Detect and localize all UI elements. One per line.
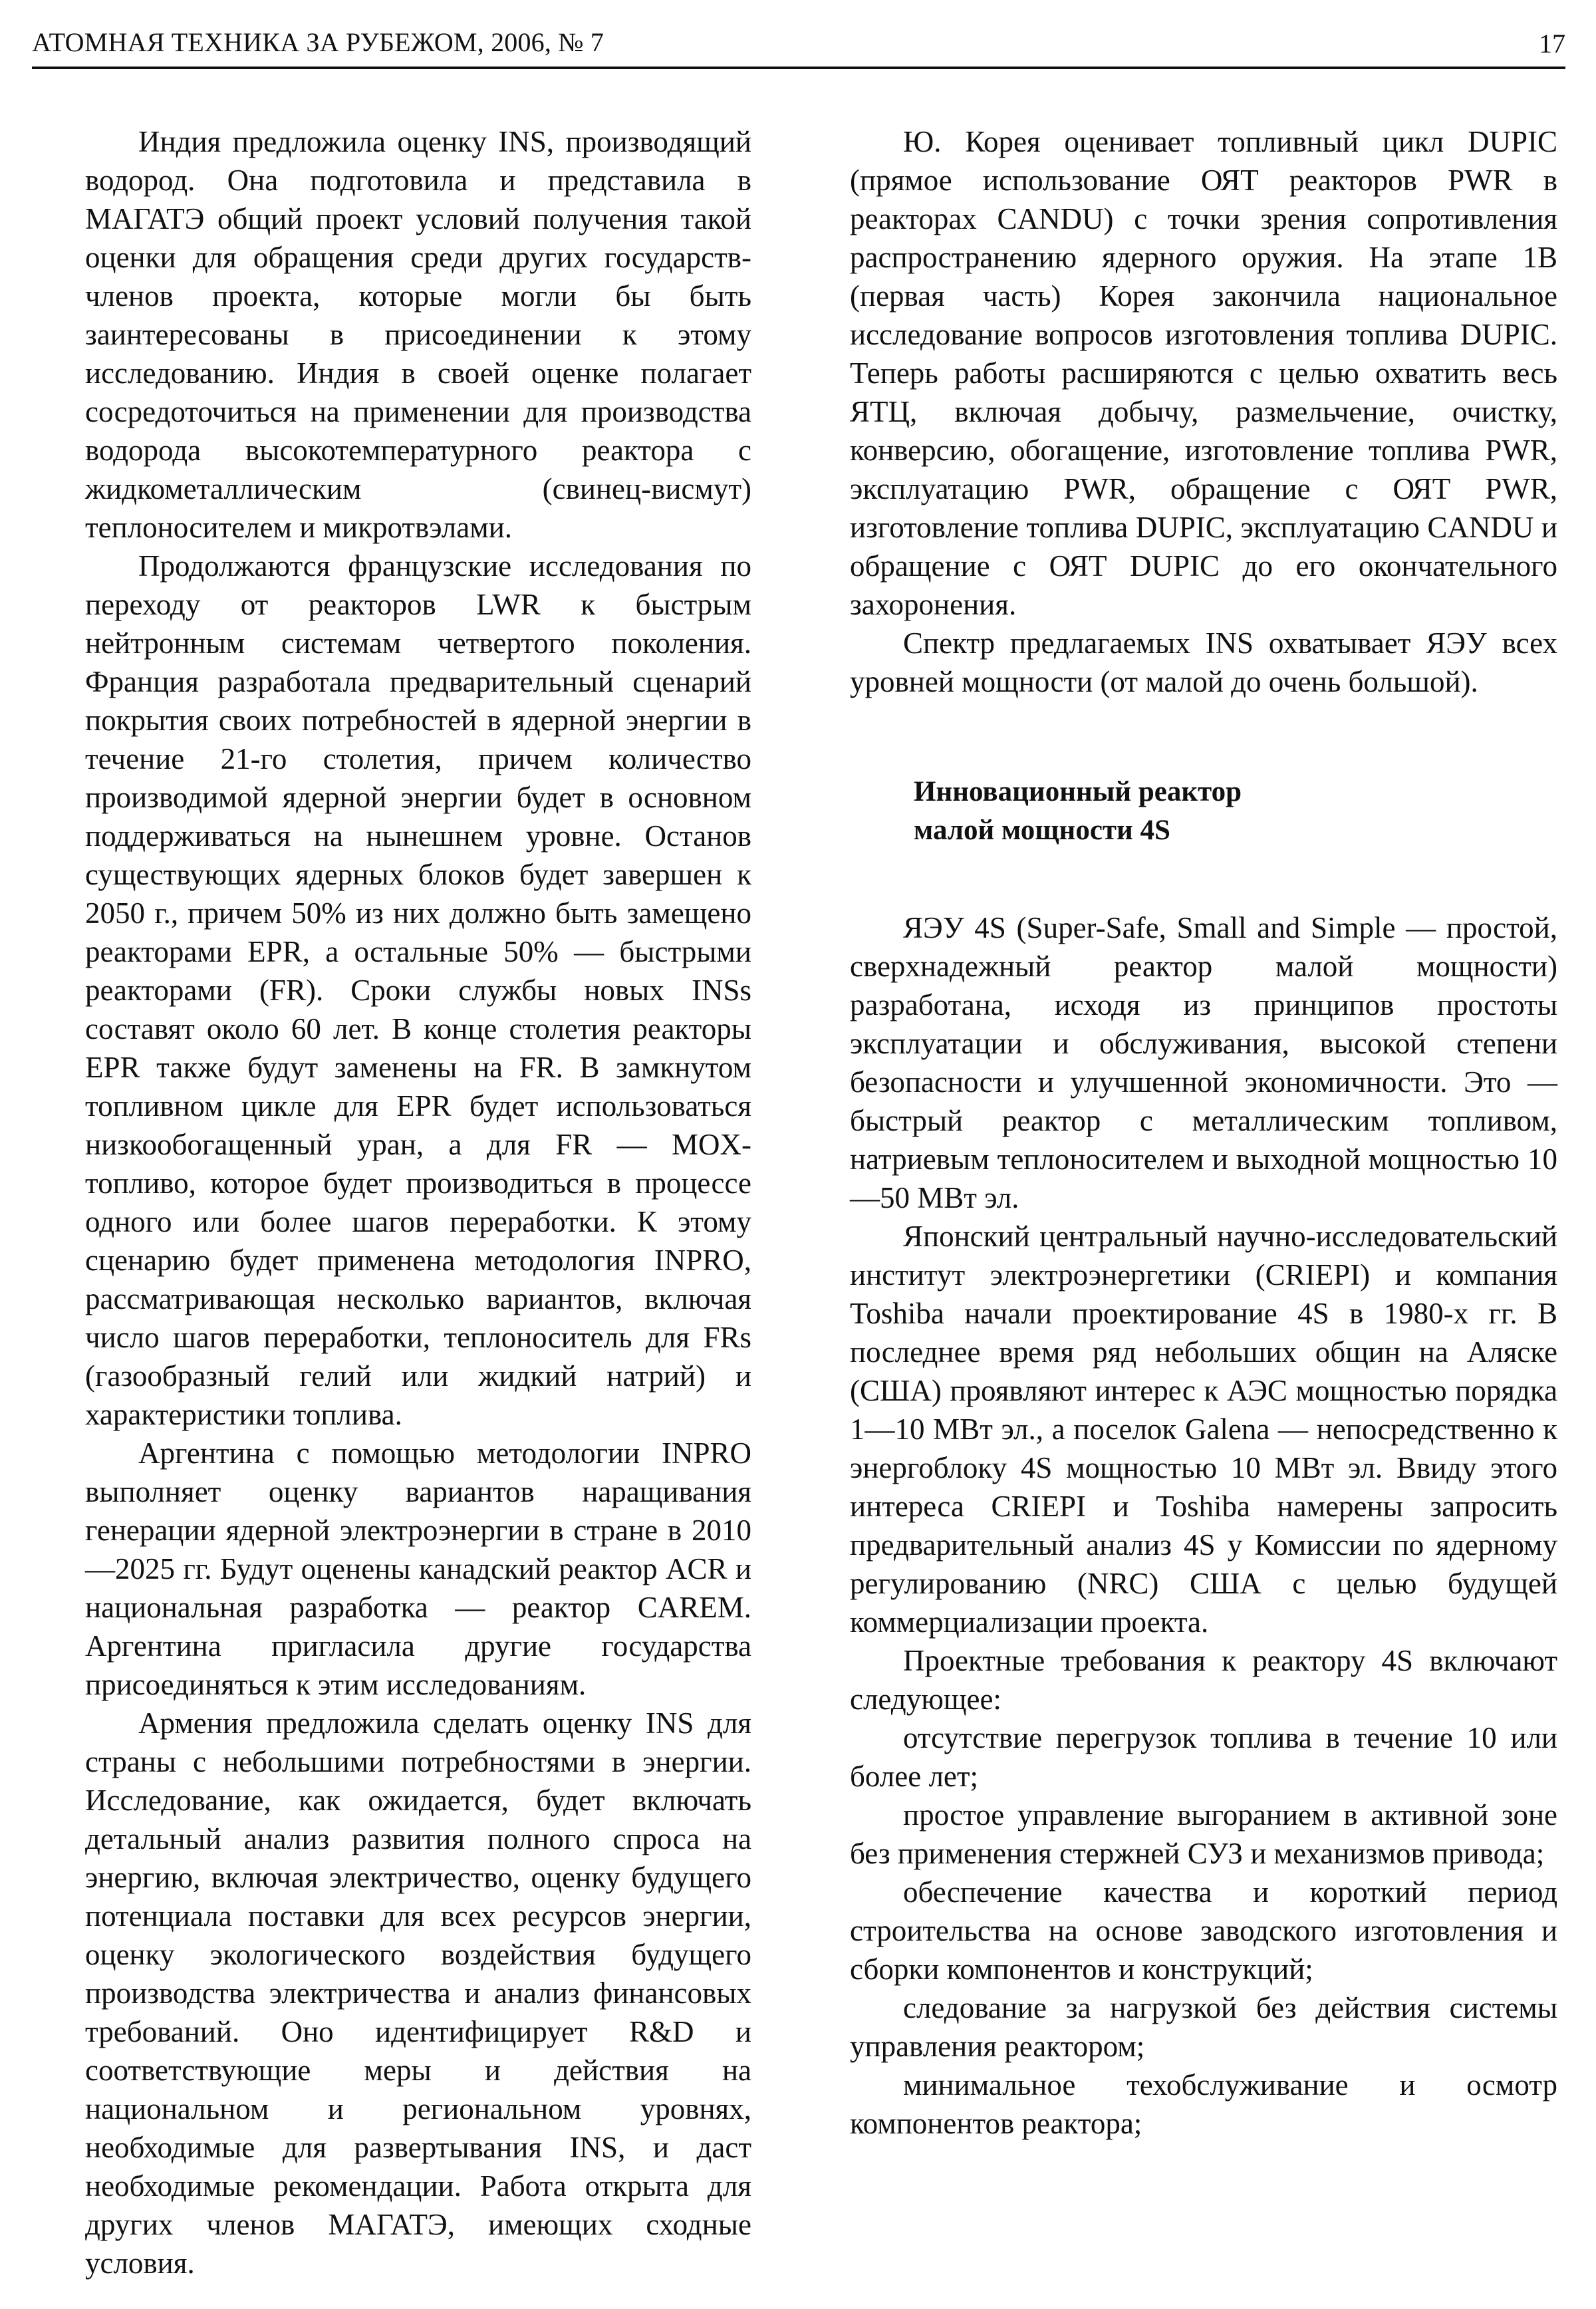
paragraph-armenia: Армения предложила сделать оценку INS для страны с небольшими потребностями в энергии. Исследование, как ожидается, будет включать детальный анализ развития полного спроса на энергию, включая электричество, оценку будущего потенциала поставки для всех ресурсов энергии, оценку экологического воздействия будущего производства электричества и анализ финансовых требований. Оно идентифицирует R&D и соответствующие меры и действия на национальном и региональном уровнях, необходимые для развертывания INS, и даст необходимые рекомендации. Работа открыта для других членов МАГАТЭ, имеющих сходные условия. [85,1706,751,2280]
list-item: простое управление выгоранием в активной зоне без применения стержней СУЗ и механизмов привода; [850,1798,1557,1870]
list-item: минимальное техобслуживание и осмотр компонентов реактора; [850,2068,1557,2140]
section-heading-line-2: малой мощности 4S [914,815,1170,846]
list-item: следование за нагрузкой без действия системы управления реактором; [850,1991,1557,2063]
paragraph-requirements: Проектные требования к реактору 4S включают следующее: [850,1644,1557,1716]
paragraph-india: Индия предложила оценку INS, производящий водород. Она подготовила и представила в МАГАТЭ общий проект условий получения такой оценки для обращения среди других государств-членов проекта, которые могли бы быть заинтересованы в присоединении к этому исследованию. Индия в своей оценке полагает сосредоточиться на применении для производства водорода высокотемпературного реактора с жидкометаллическим (свинец-висмут) теплоносителем и микротвэлами. [85,125,751,544]
paragraph-criepi: Японский центральный научно-исследовательский институт электроэнергетики (CRIEPI) и компания Toshiba начали проектирование 4S в 1980-х гг. В последнее время ряд небольших общин на Аляске (США) проявляют интерес к АЭС мощностью порядка 1—10 МВт эл., а поселок Galena — непосредственно к энергоблоку 4S мощностью 10 МВт эл. Ввиду этого интереса CRIEPI и Toshiba намерены запросить предварительный анализ 4S у Комиссии по ядерному регулированию (NRC) США с целью будущей коммерциализации проекта. [850,1220,1557,1639]
paragraph-argentina: Аргентина с помощью методологии INPRO выполняет оценку вариантов наращивания генерации ядерной электроэнергии в стране в 2010—2025 гг. Будут оценены канадский реактор ACR и национальная разработка — реактор CAREM. Аргентина пригласила другие государства присоединяться к этим исследованиям. [85,1436,751,1701]
paragraph-korea: Ю. Корея оценивает топливный цикл DUPIC (прямое использование ОЯТ реакторов PWR в реакторах CANDU) с точки зрения сопротивления распространению ядерного оружия. На этапе 1B (первая часть) Корея закончила национальное исследование вопросов изготовления топлива DUPIC. Теперь работы расширяются с целью охватить весь ЯТЦ, включая добычу, размельчение, очистку, конверсию, обогащение, изготовление топлива PWR, эксплуатацию PWR, обращение с ОЯТ PWR, изготовление топлива DUPIC, эксплуатацию CANDU и обращение с ОЯТ DUPIC до его окончательного захоронения. [850,125,1557,621]
page-number: 17 [1539,29,1565,59]
section-heading-line-1: Инновационный реактор [914,776,1242,807]
paragraph-4s-intro: ЯЭУ 4S (Super-Safe, Small and Simple — простой, сверхнадежный реактор малой мощности) разработана, исходя из принципов простоты эксплуатации и обслуживания, высокой степени безопасности и улучшенной экономичности. Это — быстрый реактор с металлическим топливом, натриевым теплоносителем и выходной мощностью 10—50 МВт эл. [850,911,1557,1214]
left-column [85,122,751,2282]
paragraph-france: Продолжаются французские исследования по переходу от реакторов LWR к быстрым нейтронным системам четвертого поколения. Франция разработала предварительный сценарий покрытия своих потребностей в ядерной энергии в течение 21-го столетия, причем количество производимой ядерной энергии будет в основном поддерживаться на нынешнем уровне. Останов существующих ядерных блоков будет завершен к 2050 г., причем 50% из них должно быть замещено реакторами EPR, а остальные 50% — быстрыми реакторами (FR). Сроки службы новых INSs составят около 60 лет. В конце столетия реакторы EPR также будут заменены на FR. В замкнутом топливном цикле для EPR будет использоваться низкообогащенный уран, а для FR — MOX-топливо, которое будет производиться в процессе одного или более шагов переработки. К этому сценарию будет применена методология INPRO, рассматривающая несколько вариантов, включая число шагов переработки, теплоноситель для FRs (газообразный гелий или жидкий натрий) и характеристики топлива. [85,549,751,1431]
section-heading [850,773,1557,850]
list-item: обеспечение качества и короткий период строительства на основе заводского изготовления и сборки компонентов и конструкций; [850,1875,1557,1986]
list-item: отсутствие перегрузок топлива в течение 10 или более лет; [850,1721,1557,1793]
running-header [32,25,1565,69]
journal-title: АТОМНАЯ ТЕХНИКА ЗА РУБЕЖОМ, 2006, № 7 [32,27,604,57]
paragraph-ins-spectrum: Спектр предлагаемых INS охватывает ЯЭУ всех уровней мощности (от малой до очень большой). [850,626,1557,698]
right-column [850,122,1557,2143]
